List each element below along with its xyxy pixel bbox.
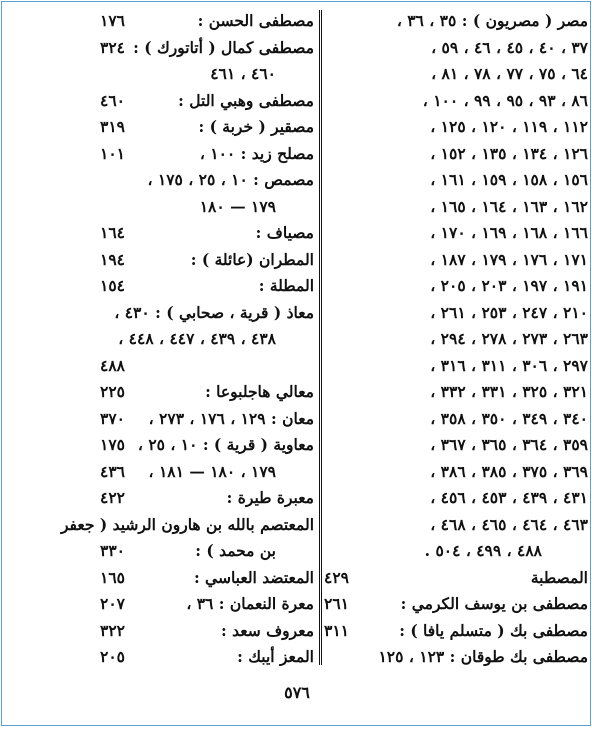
entry-page: ١٩٤: [100, 249, 125, 269]
entry-term: مصقير ( خربة ) :: [198, 117, 314, 136]
entry-term: مصياف :: [255, 223, 314, 242]
entry-page: ٣٣٠: [100, 541, 125, 560]
entry-page: ٢٠٧: [100, 594, 125, 613]
index-line: المعتصم بالله بن هارون الرشيد ( جعفر: [60, 514, 314, 534]
entry-page: ١٦٤: [100, 223, 125, 242]
index-line: ٤٣١ ، ٤٣٩ ، ٤٥٣ ، ٤٥٦ ،: [430, 488, 588, 507]
index-line: ١٧١ ، ١٧٦ ، ١٧٩ ، ١٨٧ ،: [430, 249, 588, 269]
entry-term: المعز أيبك :: [237, 647, 314, 666]
index-entry: [100, 432, 314, 459]
entry-term: معبرة طيرة :: [226, 488, 314, 507]
entry-term: مصطفى وهبي التل :: [178, 90, 314, 110]
index-entry: [100, 88, 314, 115]
index-line: ٤٨٨ ، ٤٩٩ ، ٥٠٤ .: [424, 541, 542, 560]
index-line: ٤٦٠ ، ٤٦١: [210, 64, 276, 83]
index-entry: [100, 35, 314, 62]
entry-page: ١٧٥: [100, 435, 125, 454]
entry-page: ١٠١: [100, 143, 125, 163]
index-entry: [100, 565, 314, 592]
index-line: ٢٦٣ ، ٢٧٣ ، ٢٧٨ ، ٢٩٤ ،: [430, 329, 588, 348]
index-column-left: [60, 8, 314, 671]
index-line: ١١٢ ، ١١٩ ، ١٢٠ ، ١٢٥ ،: [430, 117, 588, 136]
index-line: ١٢٦ ، ١٣٤ ، ١٣٥ ، ١٥٢ ،: [430, 143, 588, 163]
index-line: ١٥٦ ، ١٥٨ ، ١٥٩ ، ١٦١ ،: [430, 170, 588, 189]
index-entry: [100, 8, 314, 35]
index-entry: [100, 273, 314, 300]
index-line: ٣٢١ ، ٣٢٥ ، ٣٣١ ، ٣٣٢ ،: [430, 382, 588, 401]
index-line: معاذ ( قرية ، صحابي ) : ٤٣٠ ،: [114, 302, 314, 322]
entry-page: ٣١١: [324, 620, 349, 640]
entry-page: ١٦٥: [100, 567, 125, 587]
entry-term: معان : ١٢٩ ، ١٧٦ ، ٢٧٣ ،: [148, 408, 314, 428]
entry-term: معرة النعمان : ٣٦ ،: [186, 594, 314, 613]
index-line: ٢١٠ ، ٢٤٧ ، ٢٥٣ ، ٢٦١ ،: [430, 302, 588, 322]
index-entry: [100, 220, 314, 247]
index-entry: [100, 141, 314, 168]
index-entry: [100, 644, 314, 671]
entry-page: ٢٢٥: [100, 382, 125, 401]
index-line: ٤٦٣ ، ٤٦٤ ، ٤٦٥ ، ٤٦٨ ،: [430, 514, 588, 534]
index-line: ٢٩٧ ، ٣٠٦ ، ٣١١ ، ٣١٦ ،: [430, 355, 588, 375]
index-line: ٤٨٨: [100, 355, 125, 375]
index-line: ١٩١ ، ١٩٧ ، ٢٠٣ ، ٢٠٥ ،: [430, 276, 588, 295]
index-entry: [100, 459, 314, 486]
index-entry: [100, 618, 314, 645]
index-line: ٣٦٩ ، ٣٧٥ ، ٣٨٥ ، ٣٨٦ ،: [430, 461, 588, 481]
entry-page: ٣٢٤: [100, 37, 125, 57]
entry-term: بن محمد ) :: [195, 541, 276, 560]
entry-page: ٤٢٩: [324, 567, 349, 587]
index-entry: [100, 379, 314, 406]
index-line: ٣٧ ، ٤٠ ، ٤٥ ، ٤٦ ، ٥٩ ،: [431, 37, 588, 57]
index-line: ١٦٦ ، ١٦٨ ، ١٦٩ ، ١٧٠ ،: [430, 223, 588, 242]
entry-term: معالي هاجلبوعا :: [205, 382, 314, 401]
index-line: ٣٤٠ ، ٣٤٩ ، ٣٥٠ ، ٣٥٨ ،: [430, 408, 588, 428]
index-entry: [324, 618, 588, 645]
entry-term: ١٧٩ ، ١٨٠ — ١٨١ ،: [148, 461, 276, 481]
index-line: مصر ( مصريون ) : ٣٥ ، ٣٦ ،: [396, 11, 588, 30]
index-line: مصمص : ١٠ ، ٢٥ ، ١٧٥ ،: [147, 170, 314, 189]
entry-page: ٣٢٢: [100, 620, 125, 640]
entry-term: المعتضد العباسي :: [193, 567, 314, 587]
index-entry: [100, 538, 314, 565]
index-column-right: [324, 8, 588, 671]
entry-page: ٢٦١: [324, 594, 349, 613]
index-line: ١٦٢ ، ١٦٣ ، ١٦٤ ، ١٦٥ ،: [430, 196, 588, 216]
index-line: ٦٤ ، ٧٥ ، ٧٧ ، ٧٨ ، ٨١ ،: [431, 64, 588, 83]
entry-page: ١٥٤: [100, 276, 125, 295]
index-line: ٤٣٨ ، ٤٣٩ ، ٤٤٧ ، ٤٤٨ ،: [118, 329, 276, 348]
entry-term: المطلة :: [258, 276, 314, 295]
entry-page: ٢٠٥: [100, 647, 125, 666]
entry-page: ٣٧٠: [100, 408, 125, 428]
index-entry: [100, 591, 314, 618]
entry-term: مصلح زيد : ١٠٠ ،: [199, 143, 314, 163]
page-number: ٥٧٦: [284, 683, 310, 702]
entry-page: ١٧٦: [100, 11, 125, 30]
entry-term: معاوية ( قرية ) : ١٠ ، ٢٥ ،: [137, 435, 314, 454]
index-entry: [100, 485, 314, 512]
entry-term: مصطفى بن يوسف الكرمي :: [400, 594, 588, 613]
index-entry: [100, 406, 314, 433]
index-line: ١٧٩ — ١٨٠: [199, 196, 276, 216]
entry-term: مصطفى الحسن :: [197, 11, 314, 30]
index-entry: [324, 565, 588, 592]
column-divider: [319, 10, 322, 665]
index-entry: [324, 591, 588, 618]
entry-page: ٤٢٢: [100, 488, 125, 507]
entry-page: ٤٣٦: [100, 461, 125, 481]
entry-term: المطران (عائلة ) :: [190, 249, 314, 269]
index-entry: [100, 114, 314, 141]
entry-page: ٣١٩: [100, 117, 125, 136]
index-line: ٣٥٩ ، ٣٦٤ ، ٣٦٥ ، ٣٦٧ ،: [430, 435, 588, 454]
entry-term: المصطبة: [530, 567, 588, 587]
entry-page: ٤٦٠: [100, 90, 125, 110]
index-line: مصطفى بك طوقان : ١٢٣ ، ١٢٥: [378, 647, 588, 666]
entry-term: معروف سعد :: [221, 620, 314, 640]
entry-term: مصطفى بك ( متسلم يافا ) :: [399, 620, 588, 640]
entry-term: مصطفى كمال ( أتاتورك ) :: [133, 37, 314, 57]
index-entry: [100, 247, 314, 274]
index-line: ٨٦ ، ٩٣ ، ٩٥ ، ٩٩ ، ١٠٠ ،: [422, 90, 588, 110]
